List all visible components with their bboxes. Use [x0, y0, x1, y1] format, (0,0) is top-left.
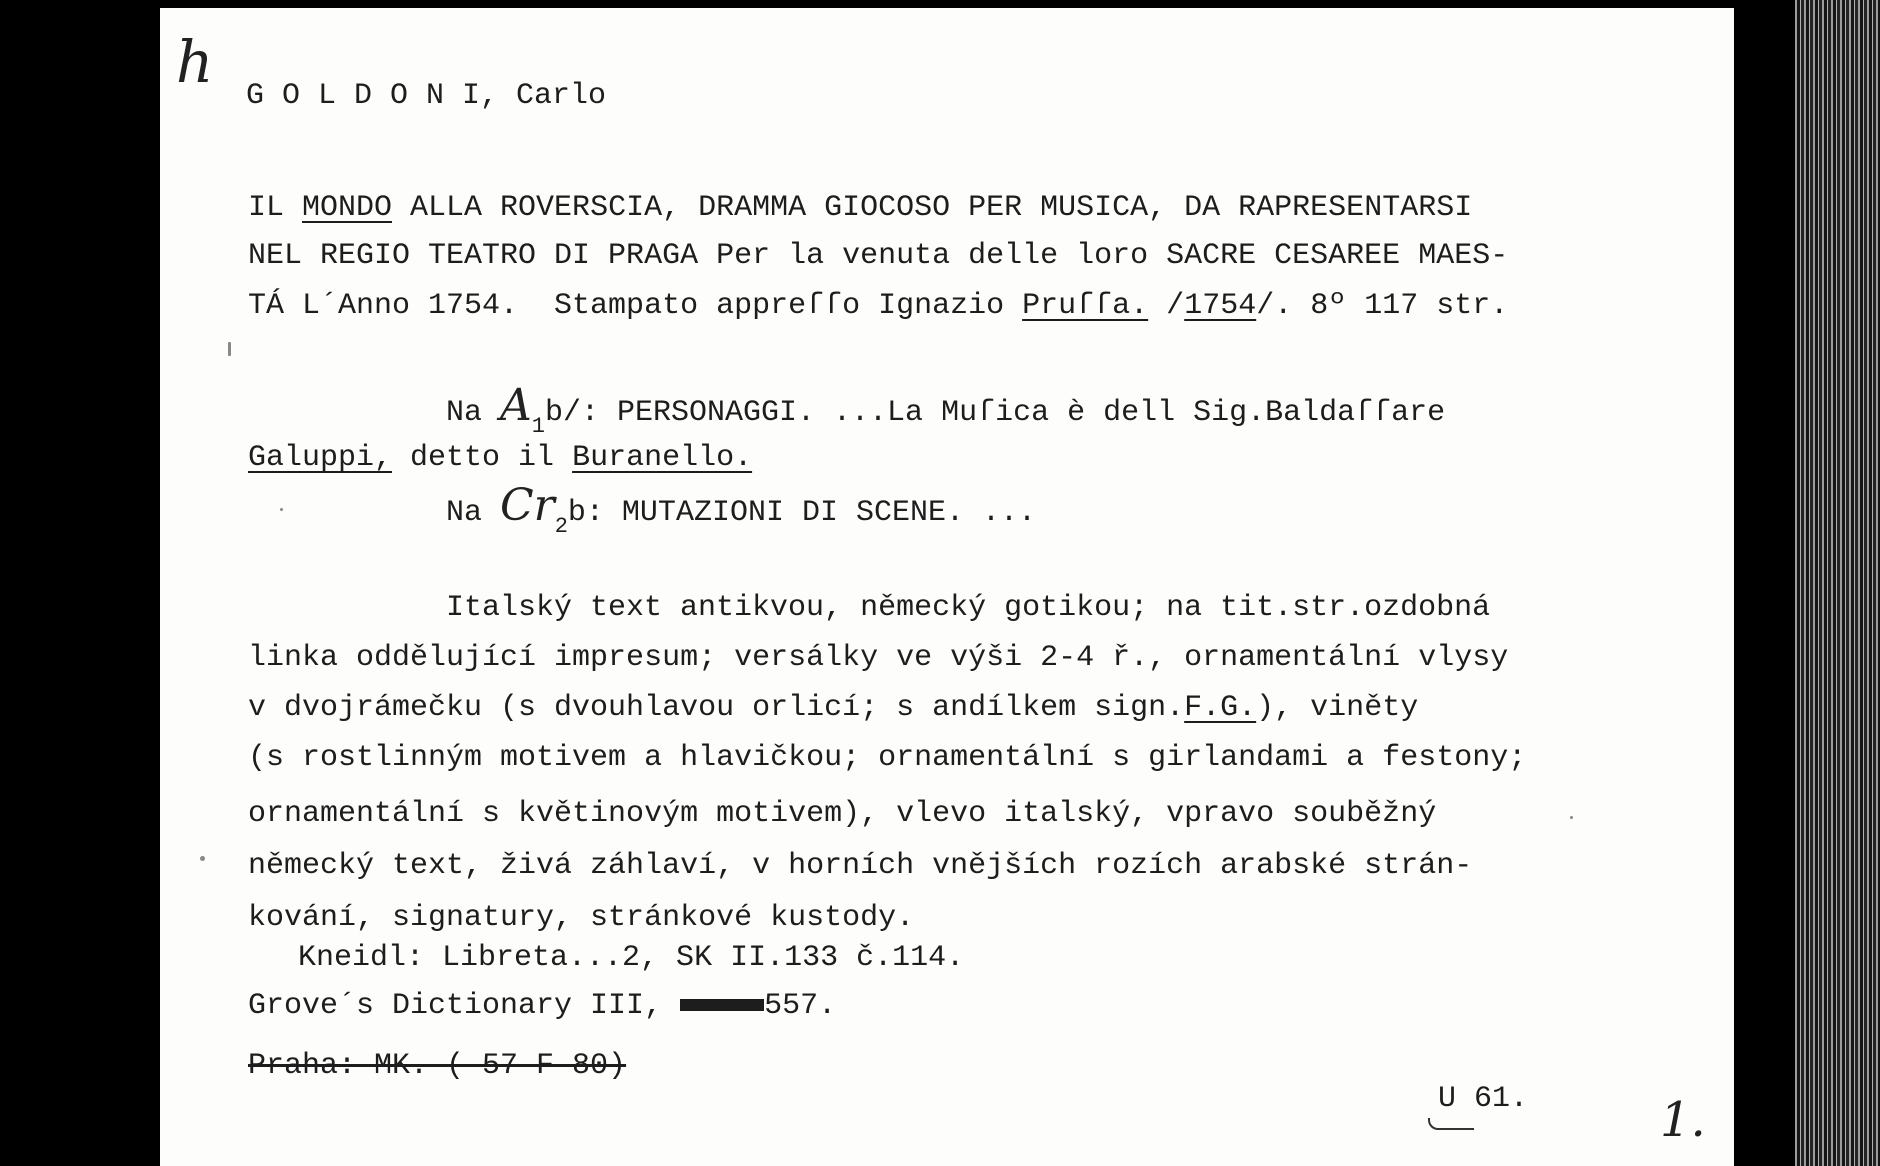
description-d3-pre: v dvojrámečku (s dvouhlavou orlicí; s andílkem sign.	[248, 691, 1185, 725]
description-line-4: (s rostlinným motivem a hlavičkou; ornamentální s girlandami a festony;	[248, 741, 1527, 775]
note-line-3	[446, 480, 1036, 539]
location-struck-out: Praha: MK. (-57 F-80)	[248, 1049, 627, 1083]
note3-handwritten-signature-letter: Cr	[500, 480, 555, 531]
engraver-signature: F.G.	[1184, 691, 1257, 725]
title-underlined-word: MONDO	[302, 191, 393, 225]
title-line-2: NEL REGIO TEATRO DI PRAGA Per la venuta delle loro SACRE CESAREE MAES-	[248, 239, 1509, 273]
title-line-3	[248, 288, 1508, 324]
note1-handwritten-signature-letter: A	[500, 380, 532, 431]
note-line-1	[446, 380, 1446, 439]
scan-speck	[1570, 816, 1573, 819]
title-l3-mid: /	[1148, 289, 1185, 323]
title-l3-pre: TÁ L´Anno 1754. Stampato appreſſo Ignazio	[248, 289, 1023, 323]
description-d3-post: ), viněty	[1256, 691, 1419, 725]
title-l1-post: ALLA ROVERSCIA, DRAMMA GIOCOSO PER MUSICA, DA RAPRESENTARSI	[392, 191, 1473, 225]
note3-subscript: 2	[554, 514, 568, 539]
note2-mid: detto il	[392, 441, 573, 475]
grove-pre: Grove´s Dictionary III,	[248, 989, 681, 1023]
note-line-2	[248, 440, 752, 476]
corner-handwritten-mark: h	[176, 28, 214, 96]
reference-grove	[248, 988, 836, 1024]
note1-subscript: 1	[531, 414, 545, 439]
description-line-7: kování, signatury, stránkové kustody.	[248, 901, 915, 935]
description-line-5: ornamentální s květinovým motivem), vlevo italský, vpravo souběžný	[248, 797, 1437, 831]
shelf-mark: U 61.	[1438, 1082, 1529, 1116]
composer-name: Galuppi,	[248, 441, 393, 475]
composer-alias: Buranello.	[572, 441, 753, 475]
note3-pre: Na	[446, 496, 501, 530]
reference-kneidl: Kneidl: Libreta...2, SK II.133 č.114.	[298, 941, 965, 975]
shelf-mark-handwritten-hook	[1428, 1118, 1474, 1130]
title-line-1	[248, 190, 1472, 226]
film-edge-strip	[1795, 0, 1880, 1166]
description-line-6: německý text, živá záhlaví, v horních vnějších rozích arabské strán-	[248, 849, 1473, 883]
description-line-3	[248, 690, 1418, 726]
author-heading	[246, 78, 606, 114]
note3-post: b: MUTAZIONI DI SCENE. ...	[567, 496, 1036, 530]
note1-post: b/: PERSONAGGI. ...La Muſica è dell Sig.Baldaſſare	[545, 396, 1446, 430]
card-number: 1.	[1660, 1092, 1706, 1148]
author-forename: Carlo	[516, 79, 607, 113]
scan-speck	[228, 342, 231, 356]
description-line-2: linka oddělující impresum; versálky ve výši 2-4 ř., ornamentální vlysy	[248, 641, 1509, 675]
scan-speck	[280, 508, 283, 511]
author-surname: G O L D O N I,	[246, 79, 517, 113]
printer-name: Pruſſa.	[1022, 289, 1149, 323]
description-line-1: Italský text antikvou, německý gotikou; na tit.str.ozdobná	[446, 591, 1491, 625]
ink-blot	[680, 999, 764, 1011]
scan-speck	[200, 856, 205, 861]
grove-page: 557.	[764, 989, 837, 1023]
title-l3-post: /. 8º 117 str.	[1256, 289, 1509, 323]
note1-pre: Na	[446, 396, 501, 430]
title-l1-pre: IL	[248, 191, 303, 225]
imprint-year: 1754	[1184, 289, 1257, 323]
